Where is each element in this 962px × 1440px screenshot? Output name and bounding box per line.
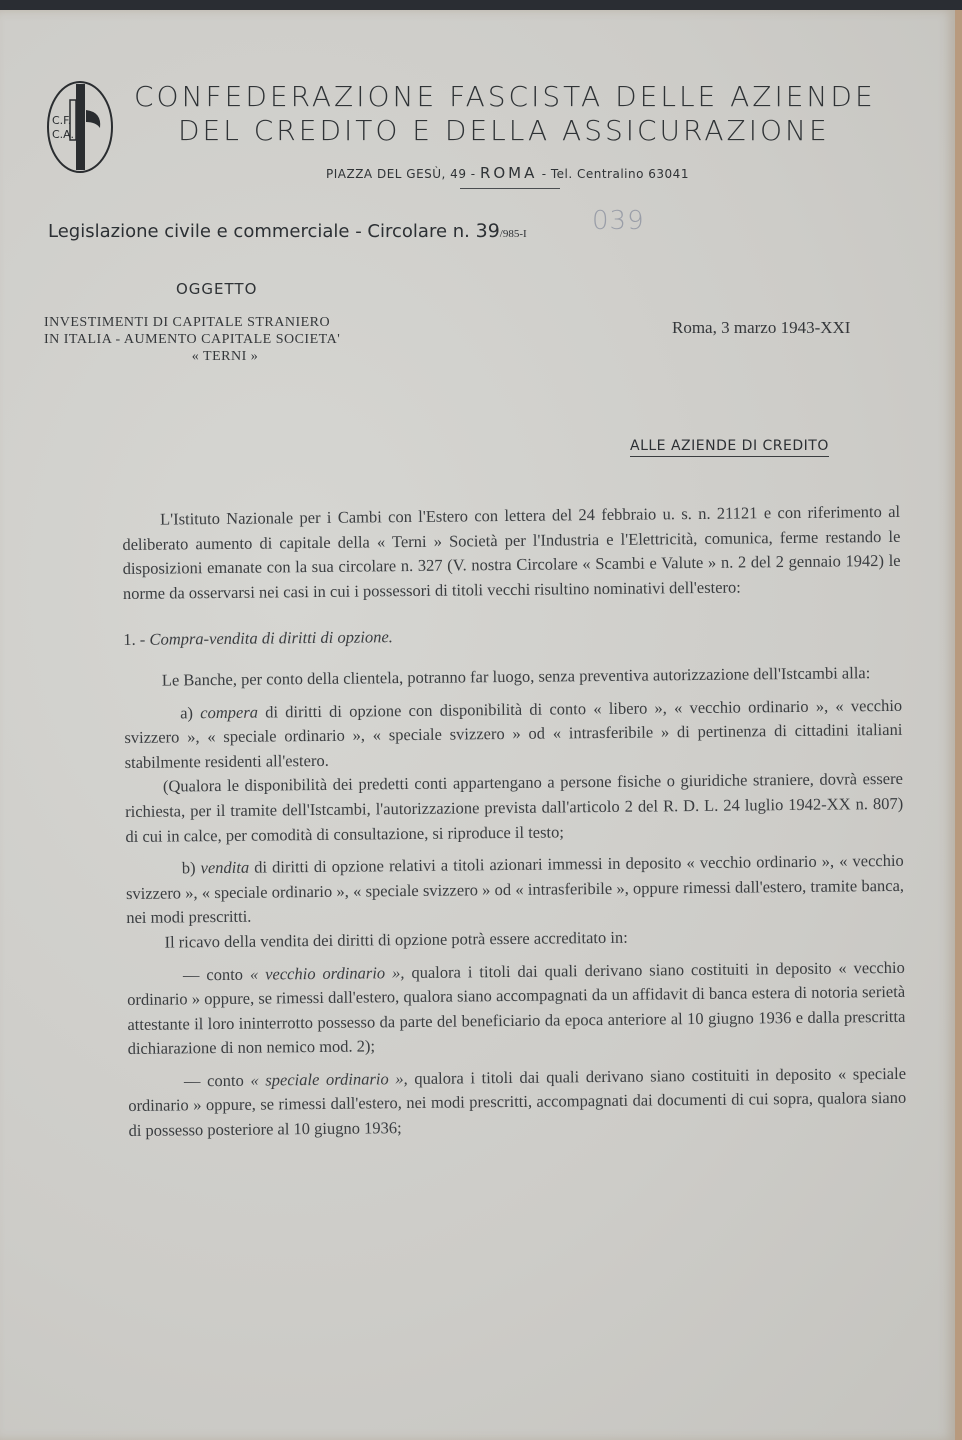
address-city: ROMA — [479, 164, 538, 182]
address-street: PIAZZA DEL GESÙ, 49 - — [326, 167, 476, 181]
circular-number-suffix: /985-I — [499, 228, 527, 240]
conto2-prefix: — conto — [183, 1070, 244, 1091]
conto2-text: qualora i titoli dai quali derivano siano costituiti in deposito « speciale ordinario » oppure, se rimessi dall'estero, nei modi prescritti, accompagnati dai documenti di cui sopra, qualora siano di possesso posteriore al 10 giugno 1936; — [128, 1063, 907, 1141]
subject-label: OGGETTO — [176, 280, 258, 298]
handwritten-stamp: 039 — [592, 206, 645, 236]
address-phone: - Tel. Centralino 63041 — [541, 167, 689, 181]
banks-paragraph: Le Banche, per conto della clientela, potranno far luogo, senza preventiva autorizzazione dell'Istcambi alla: — [161, 663, 871, 690]
org-name-line2: DEL CREDITO E DELLA ASSICURAZIONE — [178, 114, 830, 147]
conto-speciale-ordinario — [128, 1062, 907, 1144]
circular-heading — [48, 220, 527, 242]
letter-body — [122, 500, 907, 1144]
conto1-prefix: — conto — [182, 964, 244, 984]
item-a-label: a) — [180, 702, 194, 722]
item-a-text: di diritti di opzione con disponibilità di conto « libero », « vecchio ordinario », « vecchio svizzero », « speciale ordinario », « speciale svizzero » od « intrasferibile » di pertinenza di cittadini italiani stabilmente residenti all'estero. — [124, 695, 903, 772]
circular-number: 39 — [475, 220, 500, 242]
conto2-term: « speciale ordinario », — [250, 1068, 408, 1090]
conto1-term: « vecchio ordinario », — [249, 962, 405, 984]
item-b-text: di diritti di opzione relativi a titoli azionari immessi in deposito « vecchio ordinario », « vecchio svizzero », « speciale ordinario », « speciale svizzero » od « intrasferibile », oppure rimessi dall'estero, tramite banca, nei modi prescritti. — [125, 850, 905, 928]
header-rule — [460, 188, 560, 189]
addressee: ALLE AZIENDE DI CREDITO — [630, 438, 829, 457]
item-a-term: compera — [200, 702, 259, 722]
org-name-line1: CONFEDERAZIONE FASCISTA DELLE AZIENDE — [134, 80, 876, 113]
item-b-term: vendita — [200, 857, 250, 878]
section-heading — [123, 620, 901, 653]
subject-line1: INVESTIMENTI DI CAPITALE STRANIERO — [44, 315, 331, 330]
subject-block — [44, 314, 406, 365]
subject-line2: IN ITALIA - AUMENTO CAPITALE SOCIETA' — [44, 332, 341, 347]
section-title: Compra-vendita di diritti di opzione. — [149, 627, 393, 650]
item-b-label: b) — [181, 858, 196, 878]
org-address — [326, 164, 689, 182]
intro-paragraph: L'Istituto Nazionale per i Cambi con l'Estero con lettera del 24 febbraio u. s. n. 21121 e con riferimento al deliberato aumento di capitale della « Terni » Società per l'Industria e l'Elettricità, comunica, ferme restando le disposizioni emanate con la sua circolare n. 327 (V. nostra Circolare « Scambi e Valute » n. 2 del 2 gennaio 1942) le norme da osservarsi nei casi in cui i possessori di titoli vecchi risultino nominativi dell'estero: — [122, 501, 901, 603]
circular-label: Legislazione civile e commerciale - Circolare n. — [48, 221, 470, 242]
subject-line3: « TERNI » — [191, 349, 259, 364]
conto1-text: qualora i titoli dai quali derivano siano costituiti in deposito « vecchio ordinario » oppure, se rimessi dall'estero, qualora siano accompagnati da un affidavit di banca estera di notoria serietà attestante il loro ininterrotto possesso da parte del beneficiario da epoca anteriore al 10 giugno 1936 e dalla prescritta dichiarazione di non nemico mod. 2); — [127, 957, 906, 1059]
logo-initials-bottom: C.A. — [52, 128, 75, 141]
qualora-paragraph: (Qualora le disponibilità dei predetti conti appartengano a persone fisiche o giuridiche straniere, dovrà essere richiesta, per il tramite dell'Istcambi, l'autorizzazione prevista dall'articolo 2 del R. D. L. 24 luglio 1942-XX n. 807) di cui in calce, per comodità di consultazione, si riproduce il testo; — [125, 769, 904, 846]
logo-initials-top: C.F. — [52, 114, 72, 127]
item-a — [124, 693, 903, 775]
item-b — [126, 849, 905, 931]
confederation-logo — [46, 80, 114, 174]
letter-date: Roma, 3 marzo 1943-XXI — [672, 318, 851, 337]
ricavo-paragraph: Il ricavo della vendita dei diritti di opzione potrà essere accreditato in: — [164, 927, 628, 952]
section-number: 1. - — [123, 630, 146, 650]
page-edge — [955, 10, 962, 1440]
conto-vecchio-ordinario — [127, 955, 906, 1062]
